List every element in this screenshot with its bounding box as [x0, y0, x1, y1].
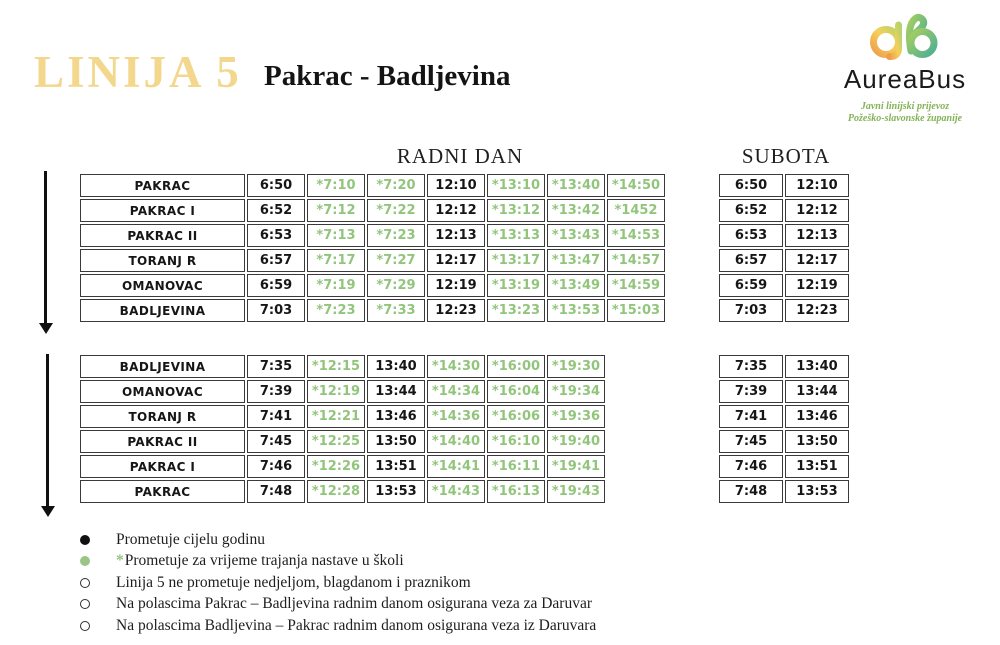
- departure-time-cell: 6:52: [719, 199, 783, 222]
- departure-time-cell: *13:40: [547, 174, 605, 197]
- departure-time-cell: 6:50: [247, 174, 305, 197]
- departure-time-cell: *13:53: [547, 299, 605, 322]
- timetable-row: [719, 380, 849, 403]
- filled-black-bullet-icon: [80, 535, 90, 545]
- departure-time-cell: *16:04: [487, 380, 545, 403]
- timetable-row: [80, 355, 605, 378]
- departure-time-cell: *13:13: [487, 224, 545, 247]
- departure-time-cell: 12:23: [427, 299, 485, 322]
- departure-time-cell: 12:10: [427, 174, 485, 197]
- departure-time-cell: 7:03: [247, 299, 305, 322]
- departure-time-cell: *12:28: [307, 480, 365, 503]
- departure-time-cell: 13:51: [367, 455, 425, 478]
- timetable-row: [80, 224, 665, 247]
- timetable-row: [719, 274, 849, 297]
- departure-time-cell: *13:42: [547, 199, 605, 222]
- departure-time-cell: 12:17: [785, 249, 849, 272]
- station-cell: OMANOVAC: [80, 380, 245, 403]
- return-weekday-table: [78, 353, 607, 505]
- departure-time-cell: *7:17: [307, 249, 365, 272]
- weekday-header: RADNI DAN: [396, 144, 524, 168]
- legend-text: *Prometuje za vrijeme trajanja nastave u školi: [116, 552, 404, 569]
- departure-time-cell: *14:41: [427, 455, 485, 478]
- departure-time-cell: *12:26: [307, 455, 365, 478]
- departure-time-cell: 12:13: [785, 224, 849, 247]
- station-cell: BADLJEVINA: [80, 355, 245, 378]
- departure-time-cell: *14:43: [427, 480, 485, 503]
- departure-time-cell: 7:39: [247, 380, 305, 403]
- departure-time-cell: 12:10: [785, 174, 849, 197]
- timetable-row: [719, 405, 849, 428]
- station-cell: PAKRAC II: [80, 224, 245, 247]
- aureabus-logo: [820, 10, 990, 124]
- tagline-line-2: Požeško-slavonske županije: [847, 112, 963, 124]
- departure-time-cell: *7:29: [367, 274, 425, 297]
- timetable-row: [719, 249, 849, 272]
- departure-time-cell: 13:40: [367, 355, 425, 378]
- departure-time-cell: *7:33: [367, 299, 425, 322]
- outbound-saturday-table: [717, 172, 851, 324]
- departure-time-cell: *7:12: [307, 199, 365, 222]
- departure-time-cell: *12:21: [307, 405, 365, 428]
- departure-time-cell: *16:06: [487, 405, 545, 428]
- timetable-row: [80, 199, 665, 222]
- station-cell: PAKRAC: [80, 174, 245, 197]
- departure-time-cell: 6:57: [719, 249, 783, 272]
- brand-name: AureaBus: [843, 64, 967, 94]
- departure-time-cell: *16:13: [487, 480, 545, 503]
- station-cell: PAKRAC I: [80, 455, 245, 478]
- legend-item: [78, 551, 596, 572]
- departure-time-cell: *7:27: [367, 249, 425, 272]
- school-asterisk: *: [116, 552, 124, 569]
- timetable-row: [80, 274, 665, 297]
- timetable-row: [80, 455, 605, 478]
- timetable-row: [719, 480, 849, 503]
- timetable-row: [719, 430, 849, 453]
- departure-time-cell: 13:46: [785, 405, 849, 428]
- departure-time-cell: 12:17: [427, 249, 485, 272]
- departure-time-cell: *14:53: [607, 224, 665, 247]
- departure-time-cell: *7:19: [307, 274, 365, 297]
- legend-item: [78, 529, 596, 550]
- departure-time-cell: *13:49: [547, 274, 605, 297]
- departure-time-cell: 7:46: [719, 455, 783, 478]
- timetable-row: [719, 299, 849, 322]
- departure-time-cell: 13:40: [785, 355, 849, 378]
- departure-time-cell: 7:48: [247, 480, 305, 503]
- departure-time-cell: *19:34: [547, 380, 605, 403]
- station-cell: PAKRAC: [80, 480, 245, 503]
- departure-time-cell: *15:03: [607, 299, 665, 322]
- hollow-bullet-icon: [80, 578, 90, 588]
- return-direction-arrow-icon: [46, 354, 49, 507]
- hollow-bullet-icon: [80, 621, 90, 631]
- departure-time-cell: *19:43: [547, 480, 605, 503]
- departure-time-cell: 13:53: [785, 480, 849, 503]
- station-cell: PAKRAC II: [80, 430, 245, 453]
- departure-time-cell: 7:35: [247, 355, 305, 378]
- departure-time-cell: 7:35: [719, 355, 783, 378]
- timetable-row: [80, 480, 605, 503]
- departure-time-cell: 13:50: [785, 430, 849, 453]
- departure-time-cell: *7:13: [307, 224, 365, 247]
- departure-time-cell: 13:50: [367, 430, 425, 453]
- departure-time-cell: *19:36: [547, 405, 605, 428]
- timetable-row: [719, 224, 849, 247]
- departure-time-cell: 7:45: [247, 430, 305, 453]
- departure-time-cell: 12:12: [785, 199, 849, 222]
- route-title: Pakrac - Badljevina: [264, 60, 511, 92]
- saturday-header: SUBOTA: [741, 144, 831, 168]
- departure-time-cell: *7:22: [367, 199, 425, 222]
- timetable-row: [80, 299, 665, 322]
- departure-time-cell: *12:15: [307, 355, 365, 378]
- station-cell: BADLJEVINA: [80, 299, 245, 322]
- legend-item: [78, 615, 596, 636]
- legend-text: Na polascima Pakrac – Badljevina radnim danom osigurana veza za Daruvar: [116, 595, 593, 612]
- station-cell: TORANJ R: [80, 405, 245, 428]
- departure-time-cell: 12:19: [785, 274, 849, 297]
- departure-time-cell: 13:53: [367, 480, 425, 503]
- departure-time-cell: 6:50: [719, 174, 783, 197]
- departure-time-cell: 7:41: [719, 405, 783, 428]
- departure-time-cell: *14:40: [427, 430, 485, 453]
- legend-item: [78, 594, 596, 615]
- departure-time-cell: 13:44: [367, 380, 425, 403]
- departure-time-cell: 6:53: [719, 224, 783, 247]
- departure-time-cell: *19:41: [547, 455, 605, 478]
- departure-time-cell: 7:48: [719, 480, 783, 503]
- legend-item: [78, 572, 596, 593]
- departure-time-cell: 6:59: [719, 274, 783, 297]
- departure-time-cell: *14:57: [607, 249, 665, 272]
- timetable-row: [80, 174, 665, 197]
- departure-time-cell: 6:59: [247, 274, 305, 297]
- departure-time-cell: 12:23: [785, 299, 849, 322]
- hollow-bullet-icon: [80, 599, 90, 609]
- departure-time-cell: *13:47: [547, 249, 605, 272]
- departure-time-cell: *7:10: [307, 174, 365, 197]
- departure-time-cell: 6:53: [247, 224, 305, 247]
- ab-monogram-icon: [864, 10, 946, 62]
- brand-tagline: [820, 101, 990, 124]
- tagline-line-1: Javni linijski prijevoz: [860, 101, 950, 112]
- timetable-row: [80, 249, 665, 272]
- departure-time-cell: 7:45: [719, 430, 783, 453]
- departure-time-cell: *14:34: [427, 380, 485, 403]
- departure-time-cell: *7:20: [367, 174, 425, 197]
- filled-green-bullet-icon: [80, 556, 90, 566]
- departure-time-cell: *14:50: [607, 174, 665, 197]
- departure-time-cell: 12:13: [427, 224, 485, 247]
- legend-text: Prometuje cijelu godinu: [116, 530, 265, 548]
- station-cell: PAKRAC I: [80, 199, 245, 222]
- legend-text: Linija 5 ne prometuje nedjeljom, blagdanom i praznikom: [116, 573, 471, 591]
- outbound-direction-arrow-icon: [44, 171, 47, 324]
- timetable-row: [719, 174, 849, 197]
- departure-time-cell: 6:57: [247, 249, 305, 272]
- departure-time-cell: *12:25: [307, 430, 365, 453]
- departure-time-cell: *14:36: [427, 405, 485, 428]
- timetable-row: [80, 405, 605, 428]
- departure-time-cell: *14:59: [607, 274, 665, 297]
- departure-time-cell: *12:19: [307, 380, 365, 403]
- departure-time-cell: *13:12: [487, 199, 545, 222]
- departure-time-cell: *13:10: [487, 174, 545, 197]
- timetable-row: [80, 380, 605, 403]
- departure-time-cell: *7:23: [367, 224, 425, 247]
- departure-time-cell: 12:19: [427, 274, 485, 297]
- station-cell: OMANOVAC: [80, 274, 245, 297]
- departure-time-cell: *13:23: [487, 299, 545, 322]
- departure-time-cell: 12:12: [427, 199, 485, 222]
- departure-time-cell: *14:30: [427, 355, 485, 378]
- departure-time-cell: *13:19: [487, 274, 545, 297]
- timetable-row: [80, 430, 605, 453]
- departure-time-cell: 7:39: [719, 380, 783, 403]
- line-number-title: LINIJA 5: [34, 47, 242, 97]
- departure-time-cell: *13:17: [487, 249, 545, 272]
- timetable-row: [719, 455, 849, 478]
- departure-time-cell: *13:43: [547, 224, 605, 247]
- legend-text: Na polascima Badljevina – Pakrac radnim danom osigurana veza iz Daruvara: [116, 616, 597, 634]
- station-cell: TORANJ R: [80, 249, 245, 272]
- departure-time-cell: *19:40: [547, 430, 605, 453]
- departure-time-cell: *7:23: [307, 299, 365, 322]
- departure-time-cell: 7:41: [247, 405, 305, 428]
- departure-time-cell: 13:46: [367, 405, 425, 428]
- departure-time-cell: *16:11: [487, 455, 545, 478]
- return-saturday-table: [717, 353, 851, 505]
- departure-time-cell: *19:30: [547, 355, 605, 378]
- legend: [78, 529, 596, 637]
- departure-time-cell: 13:51: [785, 455, 849, 478]
- departure-time-cell: 13:44: [785, 380, 849, 403]
- outbound-weekday-table: [78, 172, 667, 324]
- timetable-row: [719, 355, 849, 378]
- departure-time-cell: *1452: [607, 199, 665, 222]
- departure-time-cell: 7:03: [719, 299, 783, 322]
- departure-time-cell: 7:46: [247, 455, 305, 478]
- timetable-row: [719, 199, 849, 222]
- departure-time-cell: *16:00: [487, 355, 545, 378]
- departure-time-cell: *16:10: [487, 430, 545, 453]
- departure-time-cell: 6:52: [247, 199, 305, 222]
